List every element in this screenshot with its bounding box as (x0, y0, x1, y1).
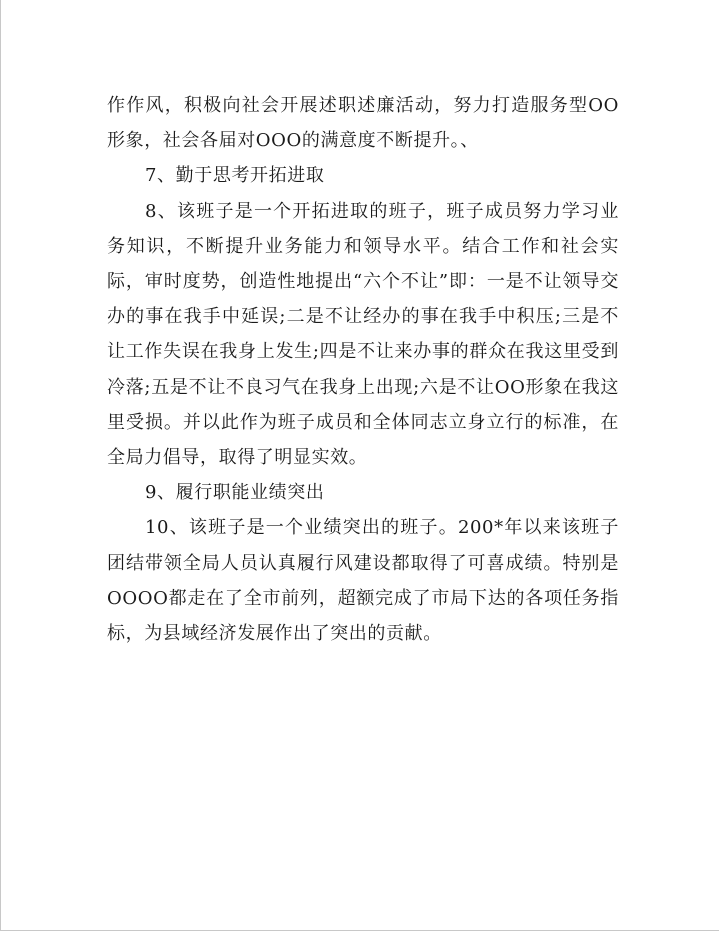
paragraph-heading-7: 7、勤于思考开拓进取 (145, 165, 325, 187)
paragraph-item-10: 10、该班子是一个业绩突出的班子。200*年以来该班子团结带领全局人员认真履行风建设都取得了可喜成绩。特别是OOOO都走在了全市前列，超额完成了市局下达的各项任务指标，为县域经济发展作出了突出的贡献。 (107, 517, 619, 645)
paragraph-item-8: 8、该班子是一个开拓进取的班子，班子成员努力学习业务知识，不断提升业务能力和领导水平。结合工作和社会实际，审时度势，创造性地提出“六个不让”即：一是不让领导交办的事在我手中延误;二是不让经办的事在我手中积压;三是不让工作失误在我身上发生;四是不让来办事的群众在我这里受到冷落;五是不让不良习气在我身上出现;六是不让OO形象在我这里受损。并以此作为班子成员和全体同志立身立行的标准，在全局力倡导，取得了明显实效。 (107, 200, 619, 469)
document-body (107, 88, 619, 651)
paragraph-continuation: 作作风，积极向社会开展述职述廉活动，努力打造服务型OO形象，社会各届对OOO的满意度不断提升。、 (107, 95, 619, 152)
paragraph-heading-9: 9、履行职能业绩突出 (145, 482, 325, 504)
